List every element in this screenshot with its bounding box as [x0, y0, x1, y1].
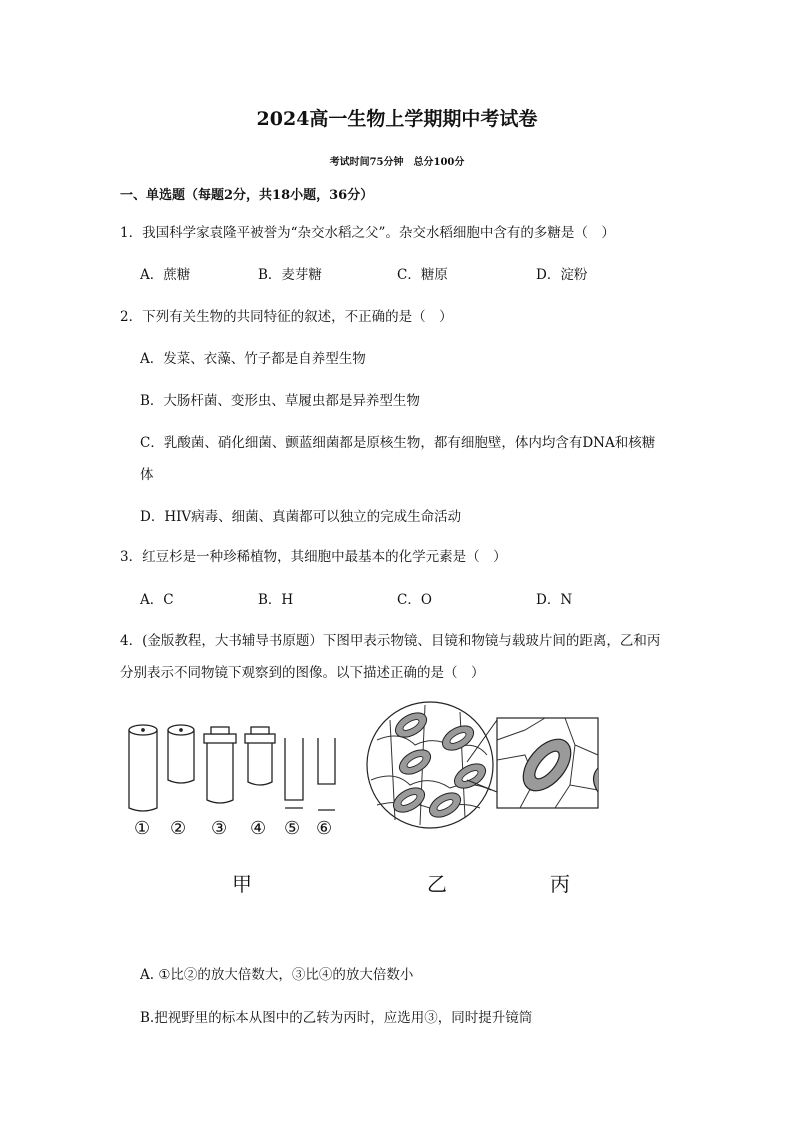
question-3-option-c: C．O	[397, 592, 432, 608]
question-1-stem: 1．我国科学家袁隆平被誉为“杂交水稻之父”。杂交水稻细胞中含有的多糖是（ ）	[120, 225, 615, 241]
lens-tube-2	[168, 725, 194, 783]
question-3-option-d: D．N	[536, 592, 573, 608]
lens-tube-4	[245, 727, 275, 785]
question-2-option-c-continued: 体	[140, 467, 154, 483]
question-2-option-a: A．发菜、衣藻、竹子都是自养型生物	[140, 351, 366, 367]
question-2-option-c: C．乳酸菌、硝化细菌、颤蓝细菌都是原核生物，都有细胞壁，体内均含有DNA和核糖	[140, 435, 656, 451]
question-2-option-b: B．大肠杆菌、变形虫、草履虫都是异养型生物	[140, 393, 420, 409]
question-3-option-b: B．H	[258, 592, 294, 608]
question-3-stem: 3．红豆杉是一种珍稀植物，其细胞中最基本的化学元素是（ ）	[120, 549, 507, 565]
question-1-option-b: B．麦芽糖	[258, 267, 322, 283]
question-3-option-a: A．C	[140, 592, 174, 608]
distance-5	[285, 738, 303, 808]
exam-subtitle: 考试时间75分钟 总分100分	[329, 157, 465, 168]
microscope-figure	[115, 700, 615, 900]
figure-label-bing: 丙	[550, 872, 570, 896]
question-4-option-b: B.把视野里的标本从图中的乙转为丙时，应选用③，同时提升镜筒	[140, 1010, 533, 1026]
view-bing	[497, 718, 598, 808]
figure-label-jia: 甲	[232, 872, 252, 896]
figure-number-2: ②	[170, 818, 187, 839]
question-1-option-c: C．糖原	[397, 267, 448, 283]
question-2-stem: 2．下列有关生物的共同特征的叙述，不正确的是（ ）	[120, 309, 453, 325]
question-4-stem-line2: 分别表示不同物镜下观察到的图像。以下描述正确的是（ ）	[120, 665, 485, 681]
question-2-option-d: D．HIV病毒、细菌、真菌都可以独立的完成生命活动	[140, 509, 462, 525]
lens-tube-1	[129, 725, 157, 811]
question-1-option-a: A．蔗糖	[140, 267, 191, 283]
view-yi	[367, 702, 493, 828]
figure-label-yi: 乙	[427, 872, 447, 896]
distance-6	[318, 738, 335, 810]
lens-tube-3	[204, 727, 236, 803]
question-4-stem-line1: 4．(金版教程，大书辅导书原题）下图甲表示物镜、目镜和物镜与载玻片间的距离，乙和丙	[120, 633, 661, 649]
figure-number-6: ⑥	[316, 818, 333, 839]
section-heading: 一、单选题（每题2分，共18小题，36分）	[120, 188, 374, 203]
figure-number-4: ④	[250, 818, 267, 839]
figure-number-1: ①	[134, 818, 151, 839]
figure-number-3: ③	[211, 818, 228, 839]
question-4-option-a: A. ①比②的放大倍数大，③比④的放大倍数小	[140, 967, 414, 983]
exam-title: 2024高一生物上学期期中考试卷	[256, 108, 538, 130]
question-1-option-d: D．淀粉	[536, 267, 588, 283]
figure-number-5: ⑤	[284, 818, 301, 839]
